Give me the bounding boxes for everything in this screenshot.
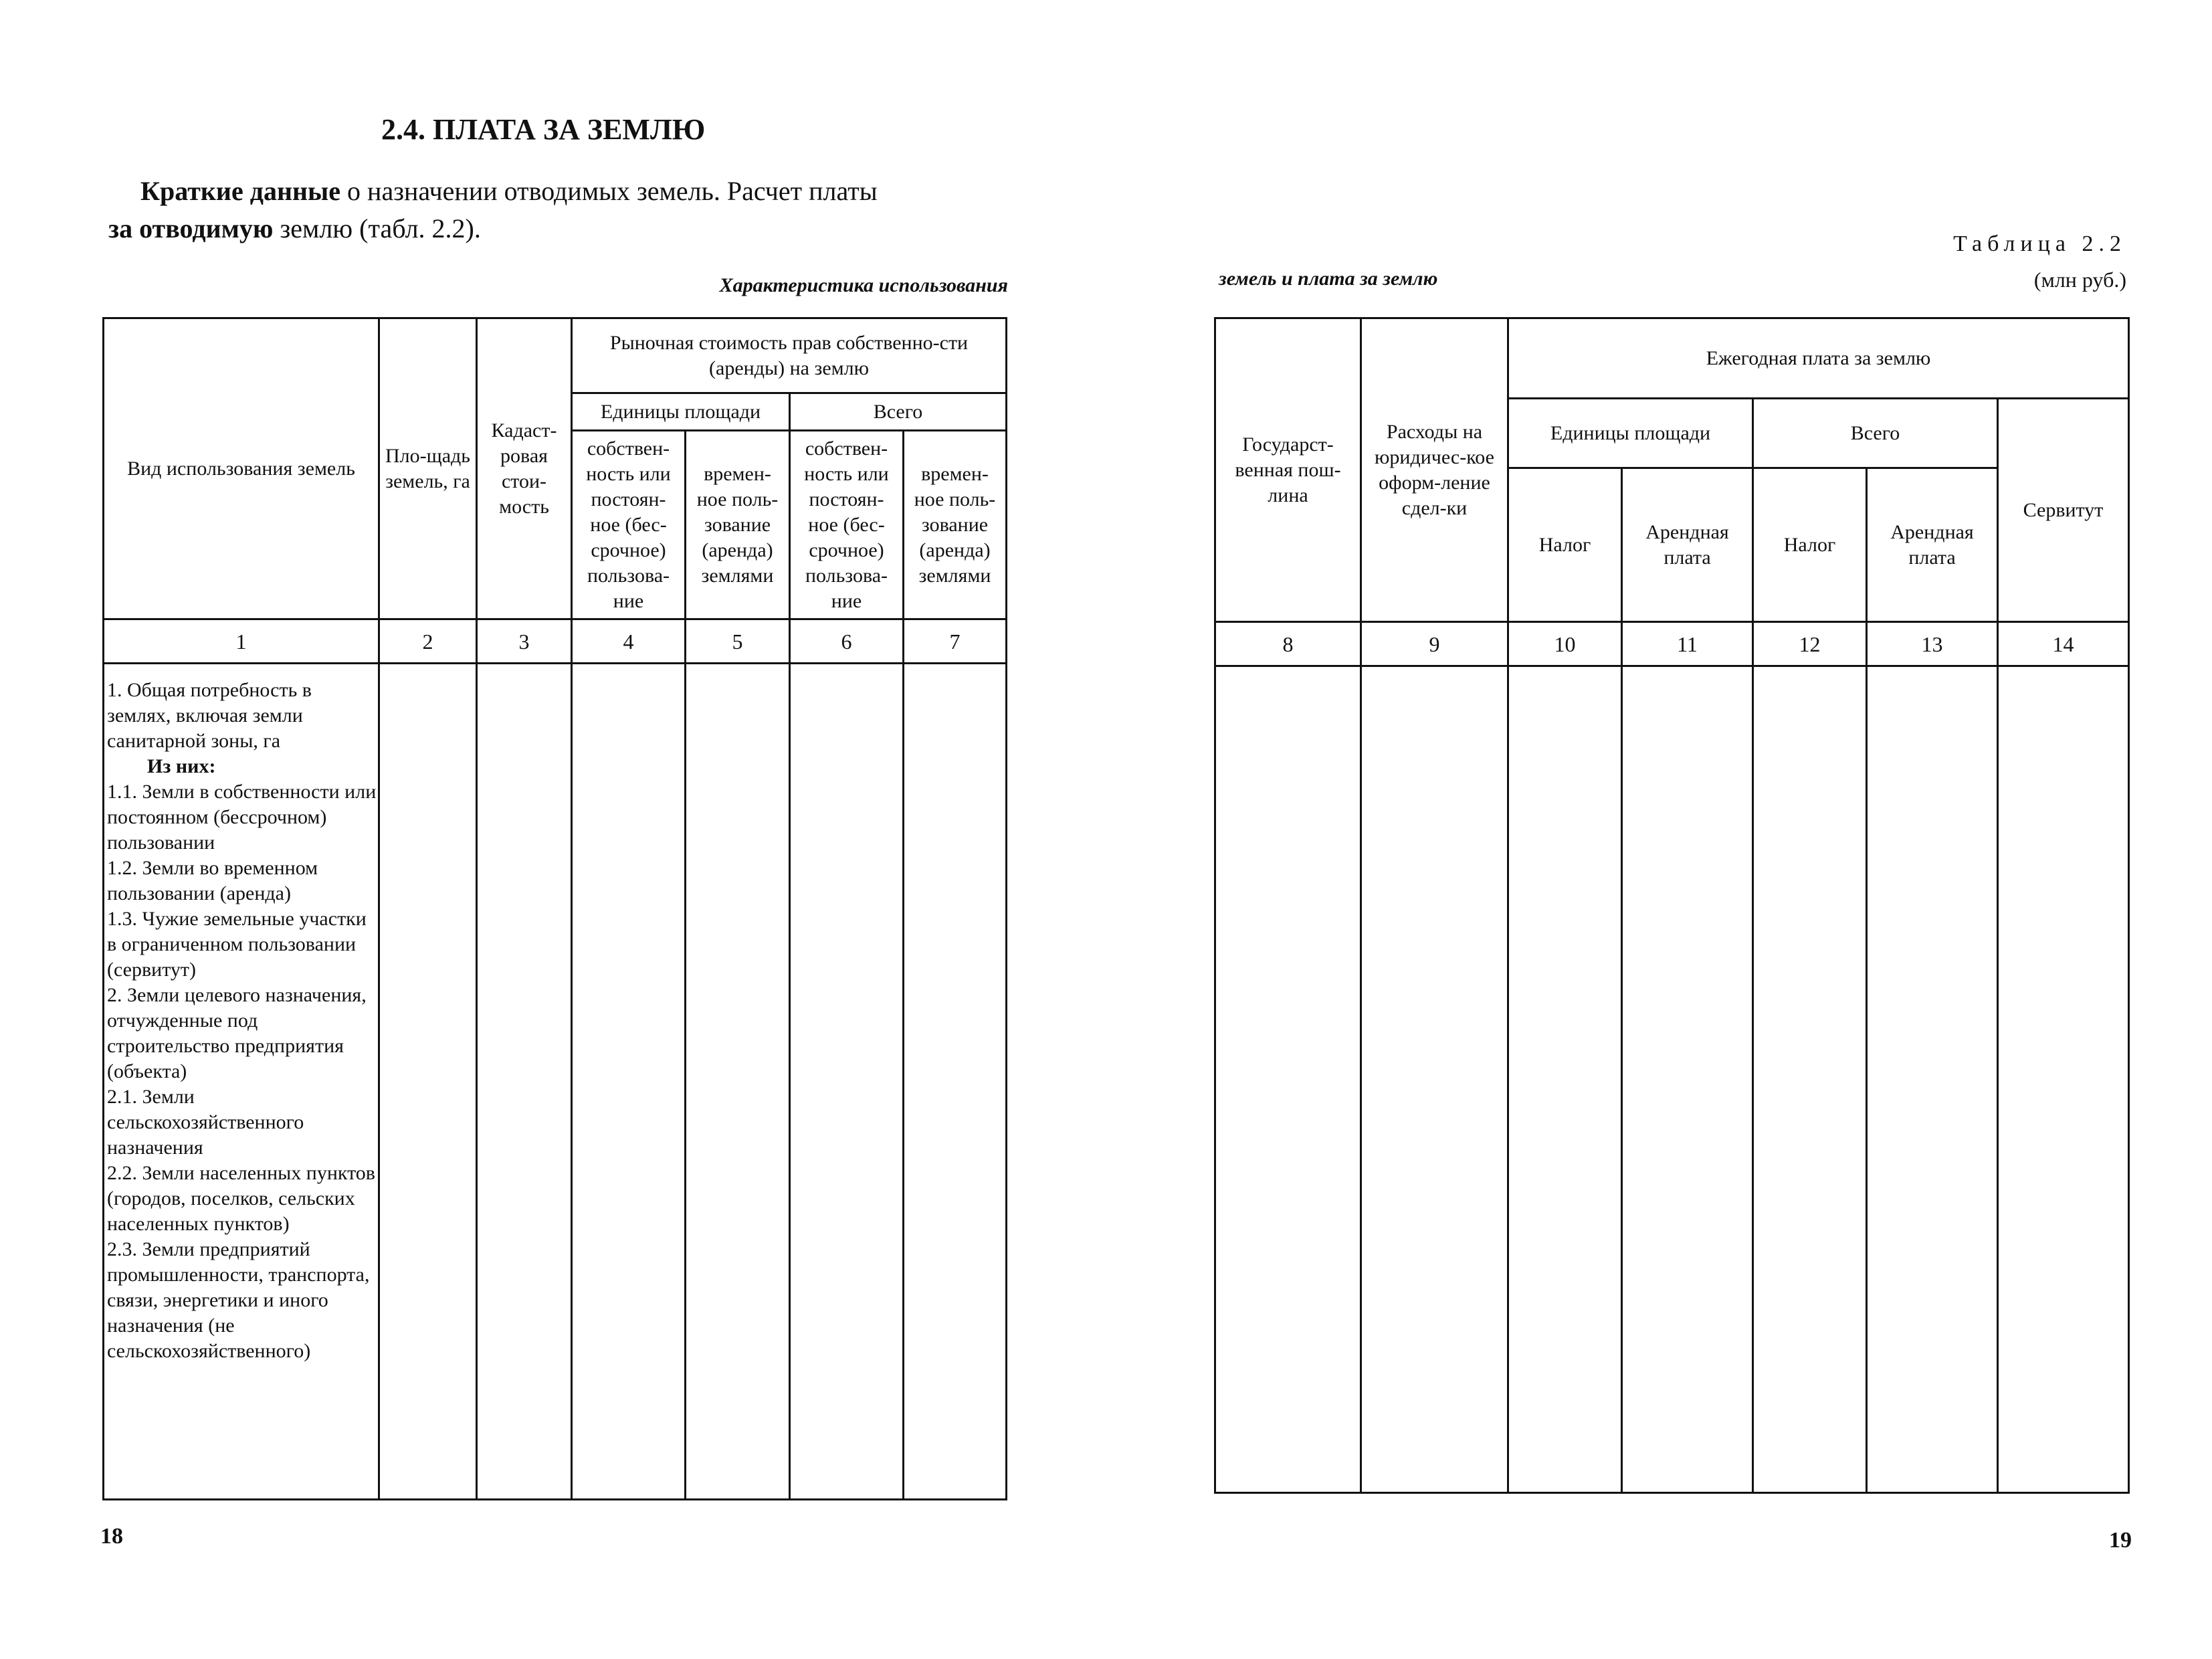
row-labels-cell (104, 664, 379, 1500)
header-rent: Арендная плата (1622, 468, 1753, 622)
right-table (1214, 317, 2130, 1494)
col-number: 1 (104, 619, 379, 664)
col-number: 12 (1753, 622, 1867, 666)
row-label: 1. Общая потребность в землях, включая земли санитарной зоны, га (107, 679, 312, 752)
empty-cell (379, 664, 477, 1500)
empty-cell (477, 664, 572, 1500)
row-label: 1.1. Земли в собственности или постоянном (бессрочном) пользовании (107, 781, 377, 854)
empty-cell (1361, 666, 1508, 1493)
empty-cell (1215, 666, 1361, 1493)
col-number: 6 (790, 619, 904, 664)
intro-paragraph (108, 173, 1018, 248)
page-number-left: 18 (100, 1524, 123, 1549)
header-legal-costs: Расходы на юридичес-кое оформ-ление сдел-ки (1361, 318, 1508, 622)
header-market-value: Рыночная стоимость прав собственно-сти (аренды) на землю (572, 318, 1007, 393)
col-number: 8 (1215, 622, 1361, 666)
col-number: 14 (1998, 622, 2129, 666)
empty-cell (1998, 666, 2129, 1493)
intro-bold-2: за отводимую (108, 213, 274, 243)
table-caption-left: Характеристика использования (719, 274, 1008, 296)
section-title: 2.4. ПЛАТА ЗА ЗЕМЛЮ (381, 113, 706, 146)
col-number: 11 (1622, 622, 1753, 666)
header-temp-2: времен-ное поль-зование (аренда) землями (904, 431, 1007, 619)
row-label: Из них: (147, 755, 216, 777)
empty-cell (904, 664, 1007, 1500)
header-per-unit: Единицы площади (1508, 399, 1753, 468)
header-total: Всего (1753, 399, 1998, 468)
table-number: Таблица 2.2 (1953, 231, 2126, 256)
row-label: 2.1. Земли сельскохозяйственного назначения (107, 1086, 304, 1159)
table-caption-right: земель и плата за землю (1219, 268, 1438, 290)
empty-cell (1508, 666, 1622, 1493)
intro-bold: Краткие данные (140, 176, 341, 206)
empty-cell (1753, 666, 1867, 1493)
header-own-2: собствен-ность или постоян-ное (бес-срочное) пользова-ние (790, 431, 904, 619)
col-number: 3 (477, 619, 572, 664)
row-label: 2. Земли целевого назначения, отчужденные под строительство предприятия (объекта) (107, 984, 367, 1082)
col-number: 7 (904, 619, 1007, 664)
left-table (102, 317, 1007, 1500)
empty-cell (572, 664, 686, 1500)
intro-text-2: землю (табл. 2.2). (273, 213, 481, 243)
intro-text-1: о назначении отводимых земель. Расчет платы (340, 176, 878, 206)
empty-cell (686, 664, 790, 1500)
header-land-use: Вид использования земель (104, 318, 379, 619)
row-label: 1.2. Земли во временном пользовании (аренда) (107, 857, 318, 904)
col-number: 10 (1508, 622, 1622, 666)
header-tax: Налог (1508, 468, 1622, 622)
row-label: 2.3. Земли предприятий промышленности, транспорта, связи, энергетики и иного назначения (не сельскохозяйственного) (107, 1238, 370, 1362)
header-total: Всего (790, 393, 1007, 431)
header-cadastral: Кадаст-ровая стои-мость (477, 318, 572, 619)
col-number: 9 (1361, 622, 1508, 666)
header-per-unit: Единицы площади (572, 393, 790, 431)
header-own: собствен-ность или постоян-ное (бес-срочное) пользова-ние (572, 431, 686, 619)
row-label: 1.3. Чужие земельные участки в ограниченном пользовании (сервитут) (107, 908, 367, 981)
header-area: Пло-щадь земель, га (379, 318, 477, 619)
empty-cell (1622, 666, 1753, 1493)
header-tax-2: Налог (1753, 468, 1867, 622)
header-state-duty: Государст-венная пош-лина (1215, 318, 1361, 622)
empty-cell (1867, 666, 1998, 1493)
page-number-right: 19 (2109, 1528, 2132, 1553)
header-annual-fee: Ежегодная плата за землю (1508, 318, 2129, 399)
col-number: 2 (379, 619, 477, 664)
col-number: 5 (686, 619, 790, 664)
header-rent-2: Арендная плата (1867, 468, 1998, 622)
empty-cell (790, 664, 904, 1500)
header-servitude: Сервитут (1998, 399, 2129, 622)
row-label: 2.2. Земли населенных пунктов (городов, поселков, сельских населенных пунктов) (107, 1162, 375, 1235)
col-number: 4 (572, 619, 686, 664)
units-label: (млн руб.) (2033, 268, 2126, 292)
col-number: 13 (1867, 622, 1998, 666)
header-temp: времен-ное поль-зование (аренда) землями (686, 431, 790, 619)
